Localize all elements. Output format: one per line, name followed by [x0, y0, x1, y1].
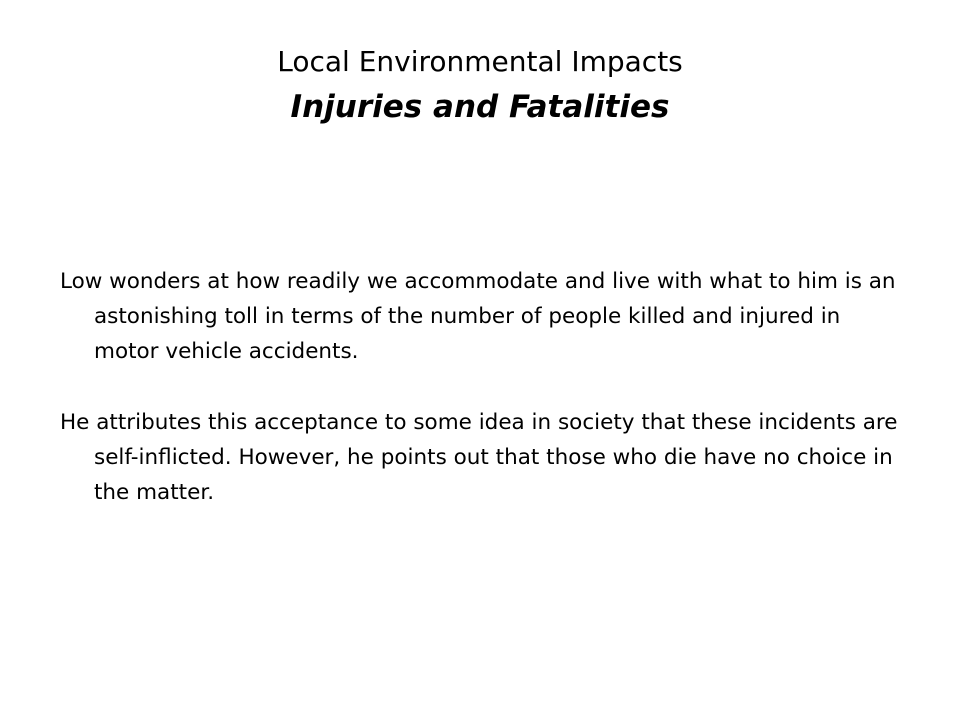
- body-paragraph: He attributes this acceptance to some idea in society that these incidents are self-inflicted. However, he points out that those who die have no choice in the matter.: [60, 410, 898, 505]
- slide-body: [60, 264, 910, 546]
- body-paragraph: Low wonders at how readily we accommodate and live with what to him is an astonishing toll in terms of the number of people killed and injured in motor vehicle accidents.: [60, 269, 896, 364]
- slide-title: [0, 40, 960, 130]
- title-text: Local Environmental Impacts: [277, 45, 683, 78]
- subtitle-text: Injuries and Fatalities: [290, 89, 670, 125]
